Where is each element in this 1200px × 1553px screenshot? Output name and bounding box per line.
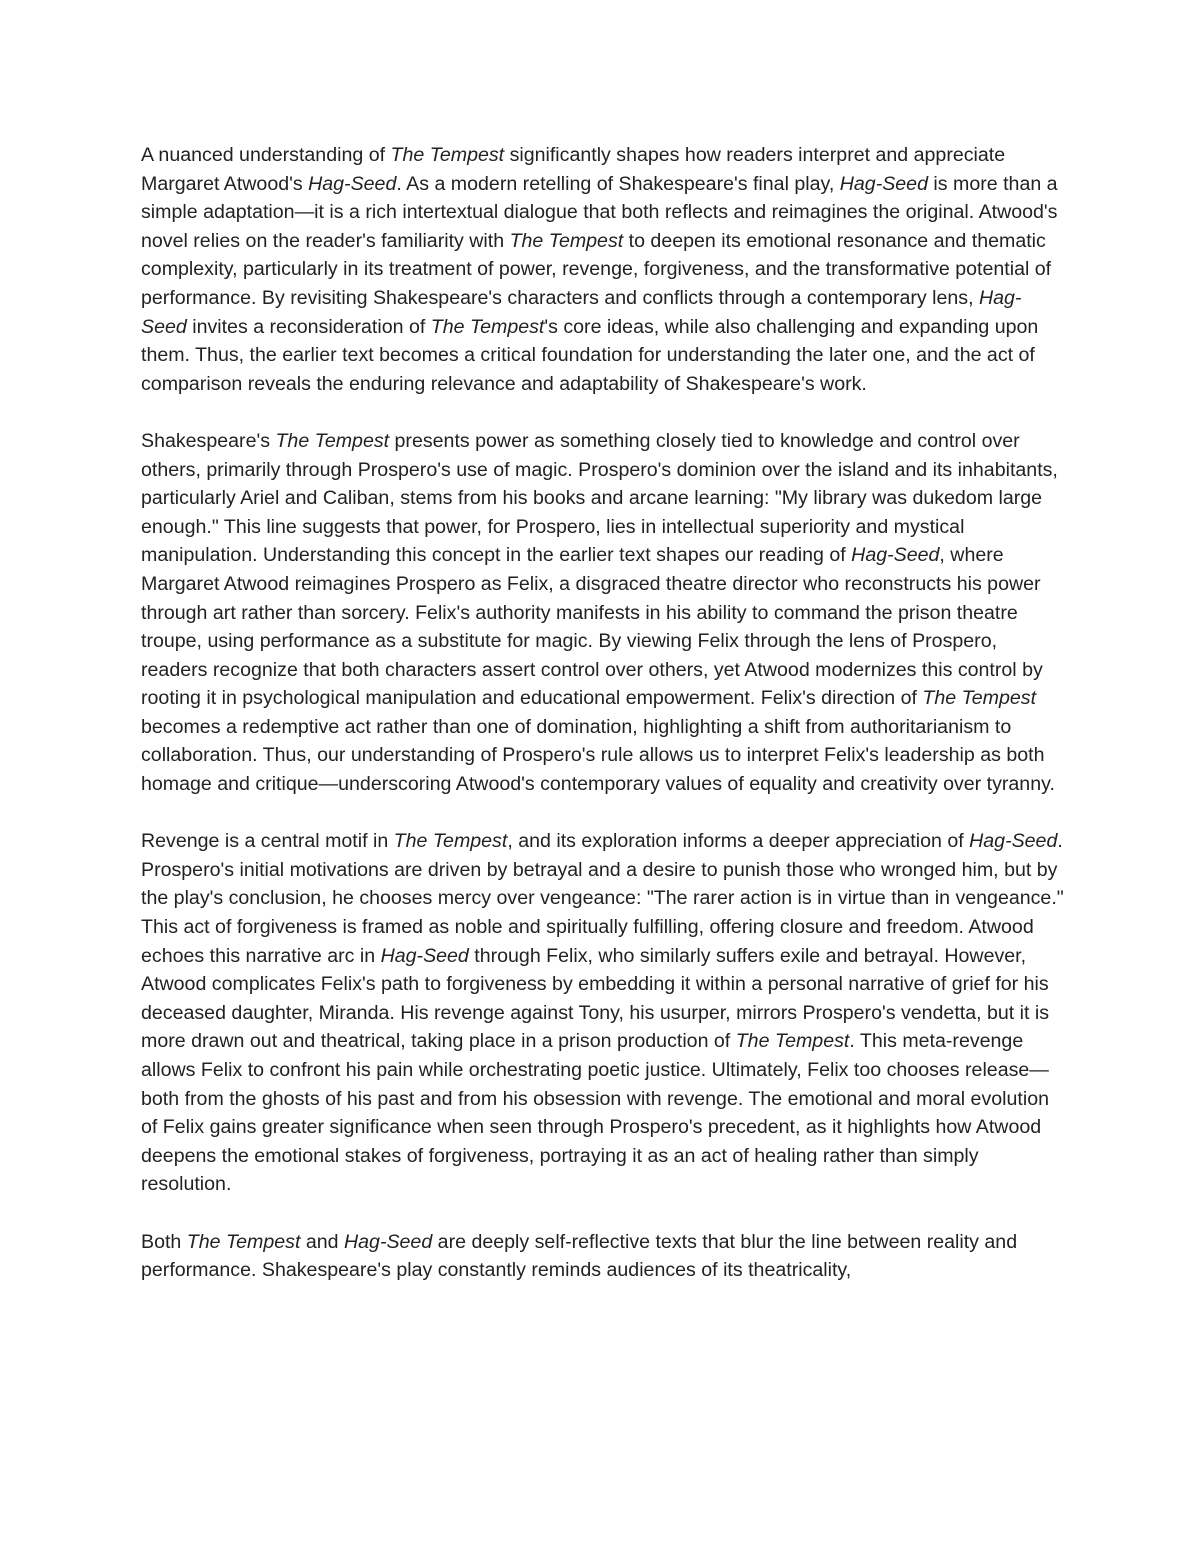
text-run: , and its exploration informs a deeper appreciation of (507, 830, 970, 853)
text-run: . Prospero's initial motivations are driven by betrayal and a desire to punish those who wronged him, but by the play's conclusion, he chooses mercy over vengeance: "The rarer action is in virtue than in vengeance." This act of forgiveness is framed as noble and spiritually fulfilling, offering closure and freedom. Atwood echoes this narrative arc in (141, 830, 1064, 967)
text-run: . This meta-revenge allows Felix to confront his pain while orchestrating poetic justice. Ultimately, Felix too chooses release—both from the ghosts of his past and from his obsession with revenge. The emotional and moral evolution of Felix gains greater significance when seen through Prospero's precedent, as it highlights how Atwood deepens the emotional stakes of forgiveness, portraying it as an act of healing rather than simply resolution. (141, 1030, 1049, 1196)
text-run: to deepen its emotional resonance and thematic complexity, particularly in its treatment of power, revenge, forgiveness, and the transformative potential of performance. By revisiting Shakespeare's characters and conflicts through a contemporary lens, (141, 229, 1052, 309)
title-reference: The Tempest (390, 144, 505, 166)
text-run: significantly shapes how readers interpret and appreciate Margaret Atwood's (141, 144, 1006, 195)
text-run: is more than a simple adaptation—it is a rich intertextual dialogue that both reflects and reimagines the original. Atwood's novel relies on the reader's familiarity with (141, 172, 1058, 252)
title-reference: The Tempest (186, 1230, 301, 1253)
title-reference: Hag-Seed (344, 1230, 433, 1253)
title-reference: Hag-Seed (308, 172, 397, 195)
text-run: through Felix, who similarly suffers exile and betrayal. However, Atwood complicates Felix's path to forgiveness by embedding it within a personal narrative of grief for his deceased daughter, Miranda. His revenge against Tony, his usurper, mirrors Prospero's vendetta, but it is more drawn out and theatrical, taking place in a prison production of (141, 944, 1050, 1053)
title-reference: Hag-Seed (839, 172, 928, 195)
text-run: invites a reconsideration of (186, 315, 431, 338)
text-run: presents power as something closely tied to knowledge and control over others, primarily through Prospero's use of magic. Prospero's dominion over the island and its inhabitants, particularly Ariel and Caliban, stems from his books and arcane learning: "My library was dukedom large enough." This line suggests that power, for Prospero, lies in intellectual superiority and mystical manipulation. Understanding this concept in the earlier text shapes our reading of (141, 429, 1058, 567)
text-run: becomes a redemptive act rather than one of domination, highlighting a shift from authoritarianism to collaboration. Thus, our understanding of Prospero's rule allows us to interpret Felix's leadership as both homage and critique—underscoring Atwood's contemporary values of equality and creativity over tyranny. (141, 715, 1055, 796)
text-run: Revenge is a central motif in (141, 830, 394, 853)
title-reference: The Tempest (393, 830, 508, 853)
text-run: . As a modern retelling of Shakespeare's final play, (396, 172, 840, 195)
text-run: are deeply self-reflective texts that blur the line between reality and performance. Shakespeare's play constantly reminds audiences of its theatricality, (141, 1230, 1018, 1282)
title-reference: The Tempest (922, 687, 1037, 710)
text-run: and (300, 1230, 344, 1253)
title-reference: Hag-Seed (141, 286, 1022, 338)
text-run: , where Margaret Atwood reimagines Prospero as Felix, a disgraced theatre director who reconstructs his power through art rather than sorcery. Felix's authority manifests in his ability to command the prison theatre troupe, using performance as a substitute for magic. By viewing Felix through the lens of Prospero, readers recognize that both characters assert control over others, yet Atwood modernizes this control by rooting it in psychological manipulation and educational empowerment. Felix's direction of (141, 544, 1043, 710)
text-run: A nuanced understanding of (141, 144, 391, 166)
paragraph-performance (141, 1228, 1066, 1285)
title-reference: Hag-Seed (851, 544, 940, 567)
title-reference: The Tempest (735, 1030, 850, 1053)
text-run: Both (141, 1230, 187, 1253)
paragraph-intro (141, 141, 1066, 398)
paragraph-power (141, 427, 1066, 799)
title-reference: The Tempest (509, 229, 624, 252)
title-reference: Hag-Seed (380, 944, 469, 967)
title-reference: The Tempest (275, 429, 390, 452)
text-run: Shakespeare's (141, 429, 276, 452)
document-body (141, 141, 1066, 1313)
text-run: 's core ideas, while also challenging and expanding upon them. Thus, the earlier text becomes a critical foundation for understanding the later one, and the act of comparison reveals the enduring relevance and adaptability of Shakespeare's work. (141, 315, 1039, 395)
title-reference: Hag-Seed (969, 830, 1058, 853)
paragraph-revenge (141, 827, 1066, 1199)
title-reference: The Tempest (430, 315, 545, 338)
